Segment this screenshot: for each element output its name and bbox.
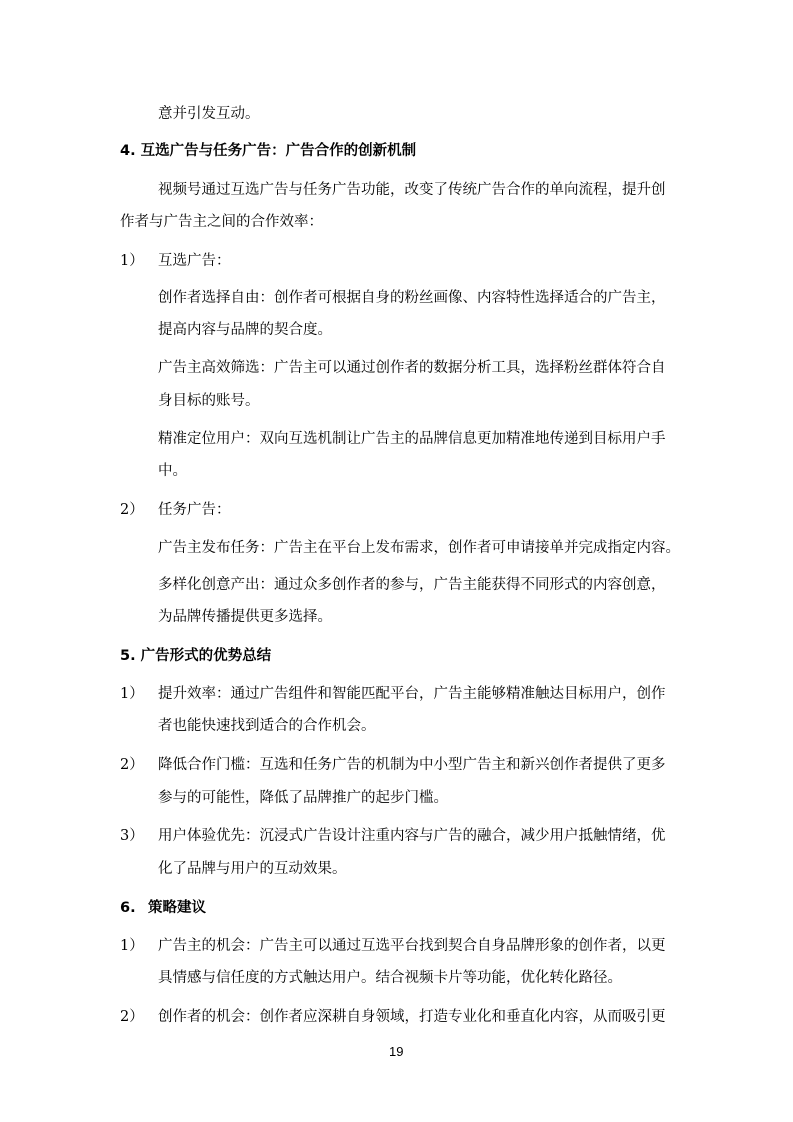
paragraph-line: 创作者选择自由：创作者可根据自身的粉丝画像、内容特性选择适合的广告主，	[158, 290, 666, 306]
paragraph-line: 意并引发互动。	[158, 106, 260, 122]
list-item-line: 具情感与信任度的方式触达用户。结合视频卡片等功能，优化转化路径。	[158, 970, 622, 986]
list-number: 3）	[120, 828, 144, 844]
list-number: 2）	[120, 502, 144, 518]
paragraph-line: 广告主发布任务：广告主在平台上发布需求，创作者可申请接单并完成指定内容。	[158, 540, 680, 556]
paragraph-line: 视频号通过互选广告与任务广告功能，改变了传统广告合作的单向流程，提升创	[158, 182, 666, 198]
list-number: 2）	[120, 757, 144, 773]
section-heading: 策略建议	[148, 900, 206, 916]
list-item-line: 创作者的机会：创作者应深耕自身领域，打造专业化和垂直化内容，从而吸引更	[158, 1009, 666, 1025]
list-label: 任务广告：	[158, 502, 231, 518]
list-item-line: 参与的可能性，降低了品牌推广的起步门槛。	[158, 790, 448, 806]
paragraph-line: 为品牌传播提供更多选择。	[158, 609, 332, 625]
paragraph-line: 精准定位用户：双向互选机制让广告主的品牌信息更加精准地传递到目标用户手	[158, 431, 666, 447]
list-label: 互选广告：	[158, 253, 231, 269]
list-item-line: 者也能快速找到适合的合作机会。	[158, 718, 376, 734]
list-item-line: 降低合作门槛：互选和任务广告的机制为中小型广告主和新兴创作者提供了更多	[158, 757, 666, 773]
list-item-line: 用户体验优先：沉浸式广告设计注重内容与广告的融合，减少用户抵触情绪，优	[158, 828, 666, 844]
section-heading: 4. 互选广告与任务广告：广告合作的创新机制	[120, 143, 417, 159]
paragraph-line: 中。	[158, 463, 187, 479]
list-item-line: 广告主的机会：广告主可以通过互选平台找到契合自身品牌形象的创作者，以更	[158, 938, 666, 954]
paragraph-line: 广告主高效筛选：广告主可以通过创作者的数据分析工具，选择粉丝群体符合自	[158, 360, 666, 376]
list-number: 1）	[120, 253, 144, 269]
list-item-line: 化了品牌与用户的互动效果。	[158, 861, 347, 877]
section-heading: 5. 广告形式的优势总结	[120, 648, 272, 664]
paragraph-line: 多样化创意产出：通过众多创作者的参与，广告主能获得不同形式的内容创意，	[158, 577, 666, 593]
page-number: 19	[389, 1044, 404, 1059]
list-number: 2）	[120, 1009, 144, 1025]
list-number: 1）	[120, 938, 144, 954]
section-number: 6.	[120, 900, 136, 916]
paragraph-line: 提高内容与品牌的契合度。	[158, 322, 332, 338]
list-item-line: 提升效率：通过广告组件和智能匹配平台，广告主能够精准触达目标用户，创作	[158, 686, 666, 702]
paragraph-line: 作者与广告主之间的合作效率：	[120, 214, 323, 230]
list-number: 1）	[120, 686, 144, 702]
paragraph-line: 身目标的账号。	[158, 393, 260, 409]
